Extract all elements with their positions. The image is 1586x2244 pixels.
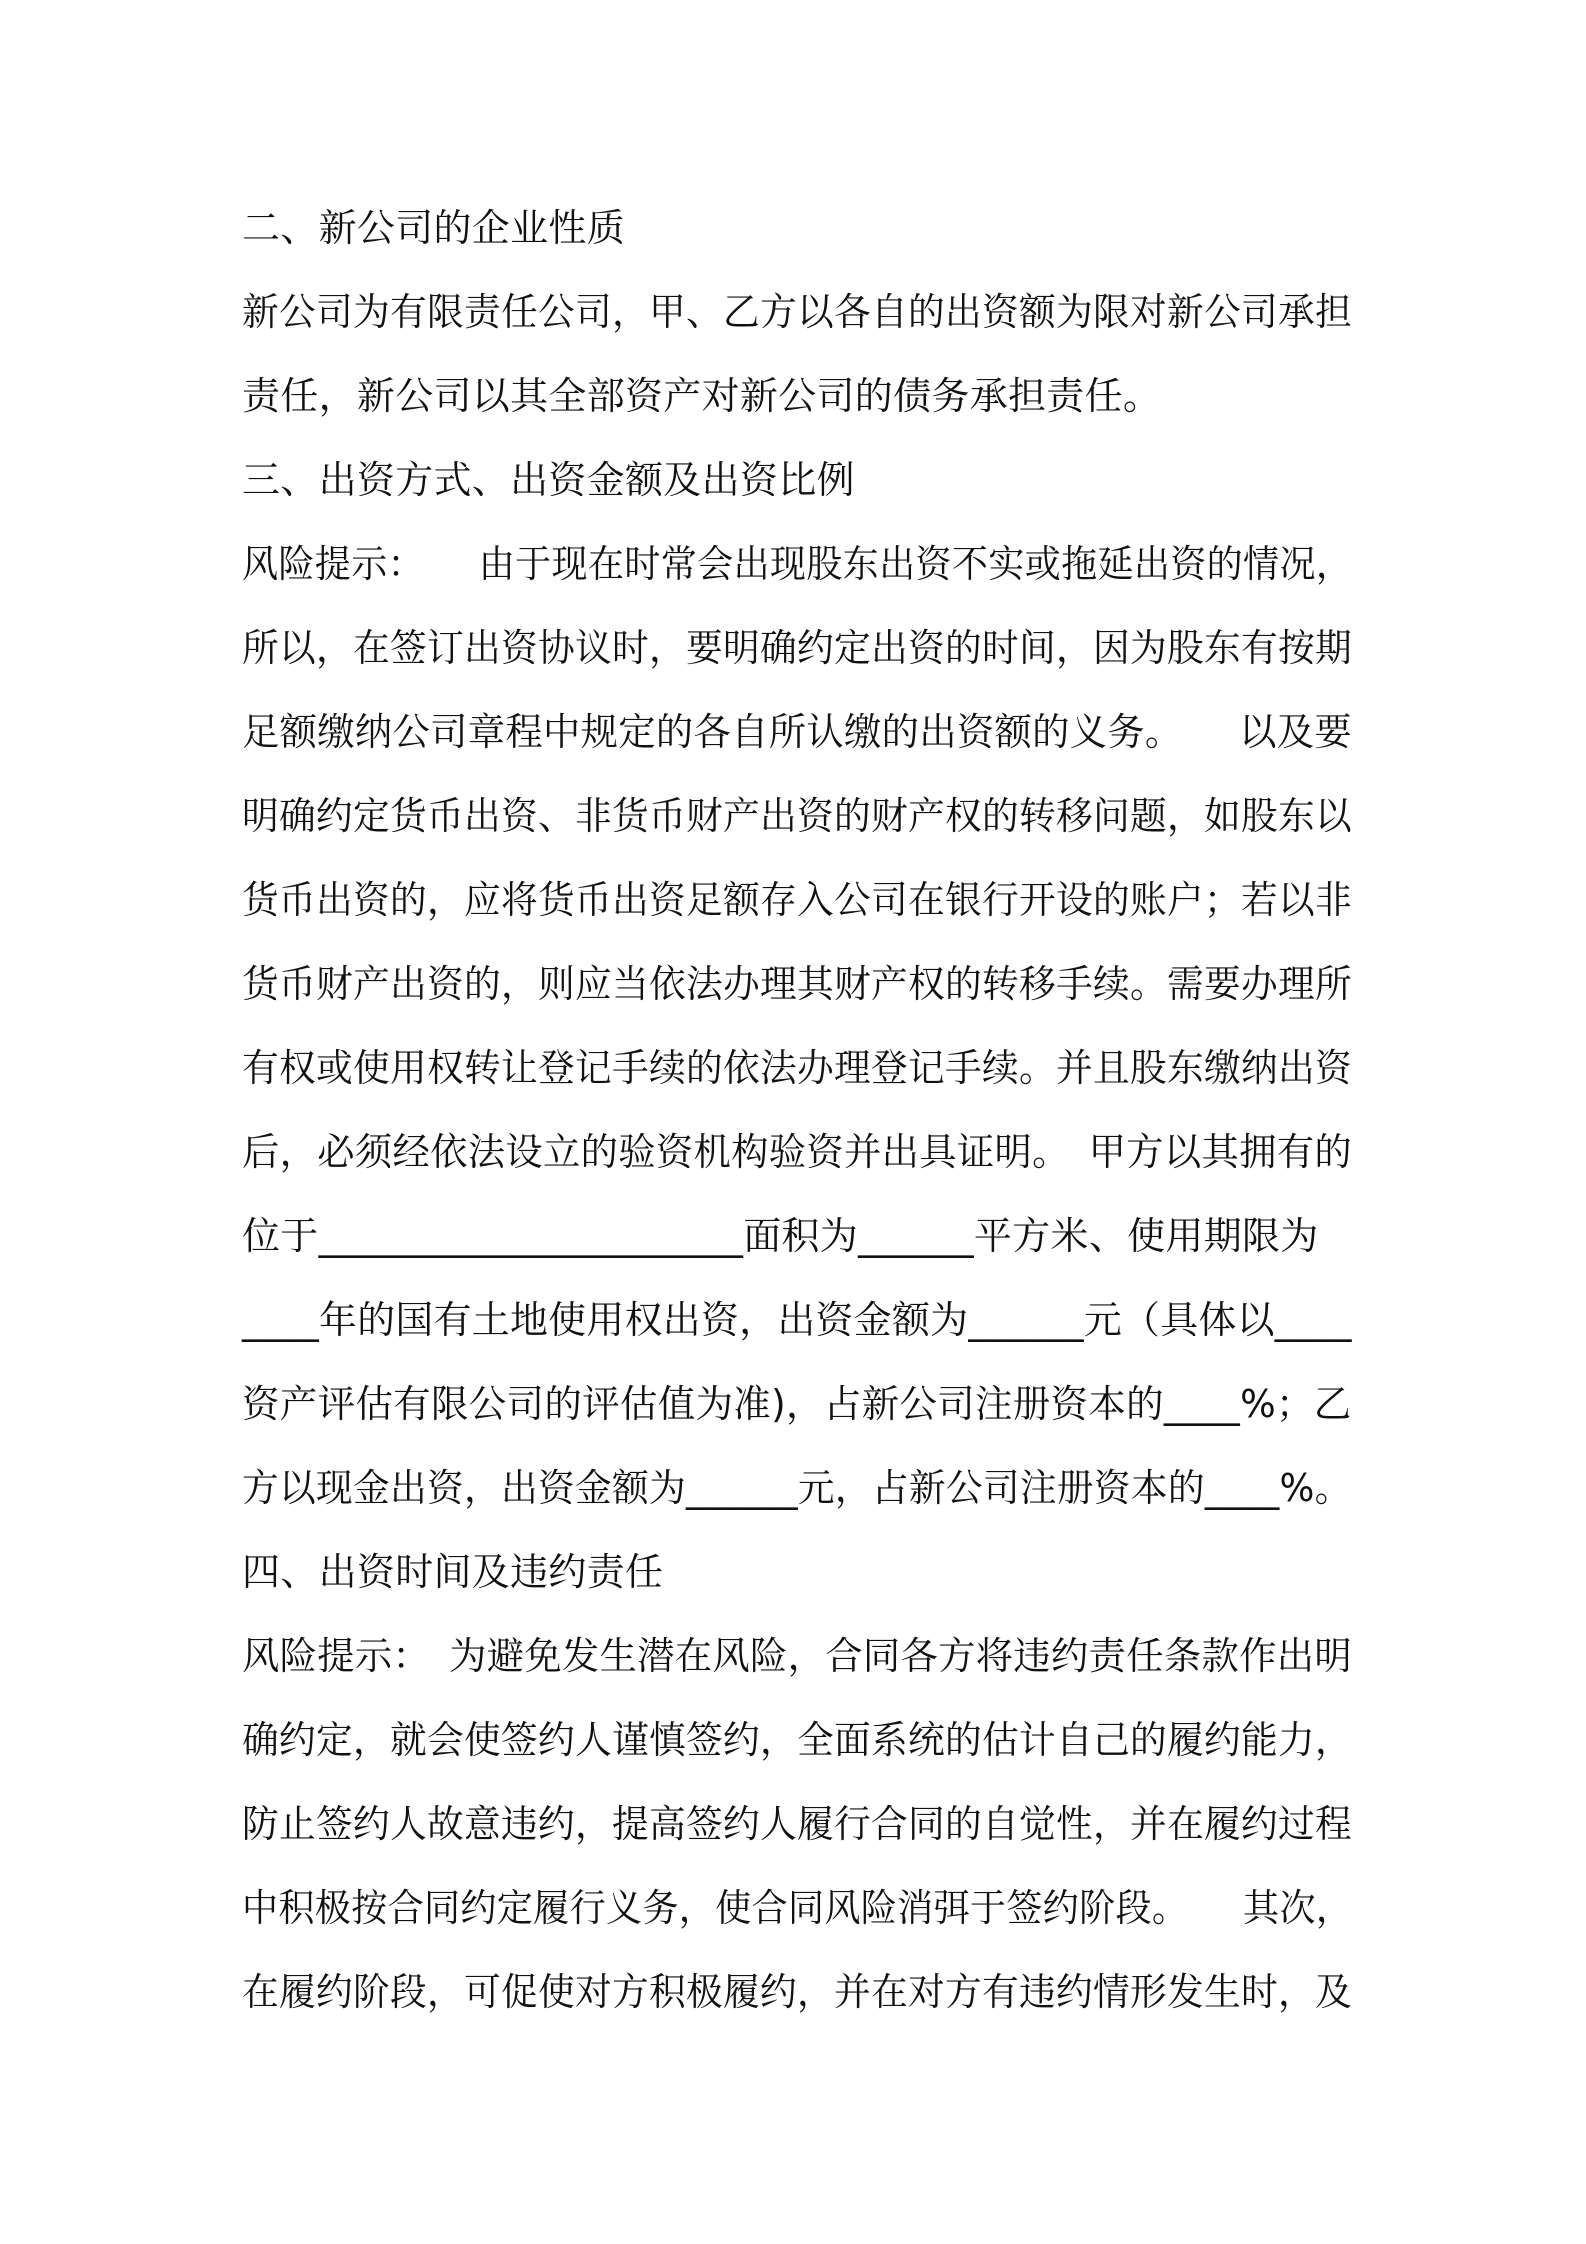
paragraph-line: 货币出资的，应将货币出资足额存入公司在银行开设的账户；若以非 <box>242 878 1353 922</box>
paragraph-line: 责任，新公司以其全部资产对新公司的债务承担责任。 <box>242 374 1162 418</box>
paragraph-line: 足额缴纳公司章程中规定的各自所认缴的出资额的义务。 以及要 <box>242 710 1353 754</box>
fill-in-blank-line: ____年的国有土地使用权出资，出资金额为______元（具体以____ <box>242 1298 1352 1342</box>
section-heading-4: 四、出资时间及违约责任 <box>242 1550 664 1594</box>
paragraph-line: 明确约定货币出资、非货币财产出资的财产权的转移问题，如股东以 <box>242 794 1353 838</box>
fill-in-blank-line: 方以现金出资，出资金额为______元，占新公司注册资本的____%。 <box>242 1466 1352 1510</box>
section-heading-2: 二、新公司的企业性质 <box>242 206 626 250</box>
paragraph-line: 中积极按合同约定履行义务，使合同风险消弭于签约阶段。 其次， <box>242 1886 1353 1930</box>
risk-note-line: 风险提示： 由于现在时常会出现股东出资不实或拖延出资的情况， <box>242 542 1353 586</box>
paragraph-line: 所以，在签订出资协议时，要明确约定出资的时间，因为股东有按期 <box>242 626 1353 670</box>
paragraph-line: 后，必须经依法设立的验资机构验资并出具证明。 甲方以其拥有的 <box>242 1130 1353 1174</box>
paragraph-line: 防止签约人故意违约，提高签约人履行合同的自觉性，并在履约过程 <box>242 1802 1353 1846</box>
fill-in-blank-line: 位于______________________面积为______平方米、使用期限为 <box>242 1214 1319 1258</box>
paragraph-line: 在履约阶段，可促使对方积极履约，并在对方有违约情形发生时，及 <box>242 1970 1353 2014</box>
fill-in-blank-line: 资产评估有限公司的评估值为准)，占新公司注册资本的____%；乙 <box>242 1382 1352 1426</box>
paragraph-line: 新公司为有限责任公司，甲、乙方以各自的出资额为限对新公司承担 <box>242 290 1353 334</box>
paragraph-line: 货币财产出资的，则应当依法办理其财产权的转移手续。需要办理所 <box>242 962 1353 1006</box>
risk-note-line: 风险提示： 为避免发生潜在风险，合同各方将违约责任条款作出明 <box>242 1634 1353 1678</box>
section-heading-3: 三、出资方式、出资金额及出资比例 <box>242 458 855 502</box>
paragraph-line: 有权或使用权转让登记手续的依法办理登记手续。并且股东缴纳出资 <box>242 1046 1353 1090</box>
paragraph-line: 确约定，就会使签约人谨慎签约，全面系统的估计自己的履约能力， <box>242 1718 1353 1762</box>
